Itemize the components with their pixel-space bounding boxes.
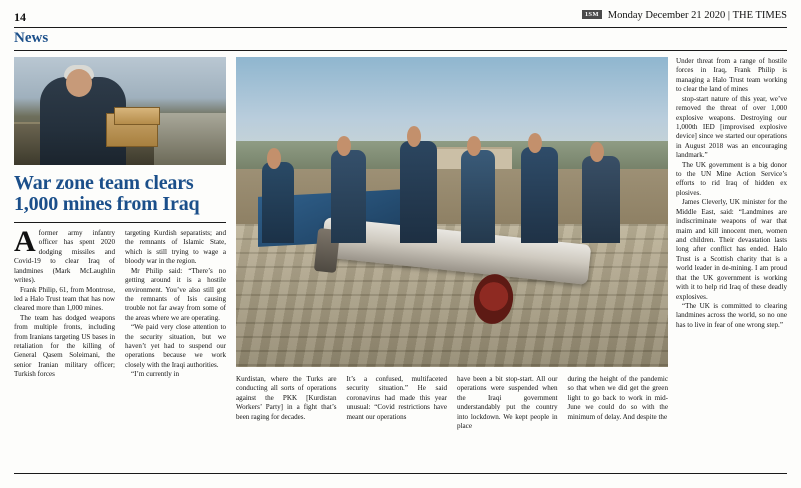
headline-line-2: 1,000 mines from Iraq	[14, 193, 200, 215]
paragraph: during the height of the pandemic so that when we did get the green light to go back to work in mid-June we could do so with the minimum of delay. And despite the	[567, 375, 668, 421]
paragraph: Mr Philip said: “There’s no getting around it is a hostile environment. You’ve also still got the remnants of Isis causing trouble not far away from some of the areas where we are operating.	[125, 266, 226, 322]
lead-body-columns	[14, 225, 226, 380]
section-title: News	[14, 30, 49, 46]
paragraph: Kurdistan, where the Turks are conducting all sorts of operations against the PKK [Kurdistan Workers’ Party] in a fight that’s been raging for decades.	[236, 375, 337, 421]
paragraph: have been a bit stop-start. All our operations were suspended when the Iraqi government understandably put the country into lockdown. We kept people in place	[457, 375, 558, 431]
footer-rule	[14, 473, 787, 474]
masthead-separator: |	[727, 10, 731, 21]
paragraph	[14, 225, 115, 286]
body-column-3	[236, 375, 337, 432]
photo-worker-figure	[521, 147, 558, 243]
paragraph: James Cleverly, UK minister for the Middle East, said: “Landmines are indiscriminate weapons of war that maim and kill innocent men, women and children. Their devastation lasts long after conflict has ended. Halo Trust is a Scottish charity that is a world leader in de-mining. I am proud that the UK government is working with it to help rid Iraq of these deadly explosives.	[676, 198, 787, 301]
paper-name: THE TIMES	[732, 10, 787, 21]
photo-worker-head	[337, 136, 351, 156]
photo-frank-philip	[14, 57, 226, 165]
paragraph: The team has dodged weapons from multiple fronts, including from Iranians targeting US bases in retaliation for the killing of General Qasem Soleimani, the senior Iranian military officer; Turkish forces	[14, 313, 115, 379]
photo-worker-figure	[331, 150, 366, 243]
headline-line-1: War zone team clears	[14, 172, 194, 194]
issue-date: Monday December 21 2020	[607, 10, 726, 21]
body-column-5	[457, 375, 558, 432]
section-rule	[14, 50, 787, 51]
body-column-7	[676, 57, 787, 330]
body-column-2	[125, 229, 226, 380]
photo-worker-figure	[582, 156, 621, 243]
date-line	[608, 10, 787, 21]
photo-worker-head	[267, 148, 281, 168]
photo-crate-secondary	[114, 107, 160, 125]
page-headline	[14, 173, 226, 215]
paragraph: “I’m currently in	[131, 370, 180, 379]
photo-worker-figure	[461, 150, 496, 243]
page-folio: 14	[14, 10, 26, 24]
center-body-columns	[236, 375, 668, 432]
photo-person-head	[66, 69, 92, 97]
masthead	[14, 10, 787, 32]
paragraph: “We paid very close attention to the security situation, but we haven’t yet had to suspend our operations because we work closely with the Iraqi authorities.	[125, 323, 226, 369]
photo-caption: Under threat from a range of hostile forces in Iraq, Frank Philip is managing a Halo Trust team working to clear the land of mines	[676, 57, 787, 94]
edition-badge: 1SM	[582, 10, 602, 19]
paragraph-text: former army infantry officer has spent 2020 dodging missiles and Covid-19 to clear Iraq of landmines (Mark McLaughlin writes).	[14, 229, 115, 285]
left-column	[14, 57, 226, 472]
paragraph: Frank Philip, 61, from Montrose, led a Halo Trust team that has now cleared more than 1,000 mines.	[14, 285, 115, 313]
photo-worker-figure	[400, 141, 437, 243]
masthead-right	[582, 10, 787, 21]
paragraph: stop-start nature of this year, we’ve removed the threat of over 1,000 explosive weapons. Destroying our 1,000th IED [improvised explosive device] since we started our operations in August 2018 was an encouraging landmark.”	[676, 94, 787, 160]
body-column-6	[568, 375, 669, 432]
photo-worker-head	[467, 136, 481, 156]
body-column-1	[14, 225, 115, 380]
body-column-4	[347, 375, 448, 432]
drop-cap: A	[14, 225, 36, 258]
masthead-rule	[14, 27, 787, 28]
paragraph: The UK government is a big donor to the UN Mine Action Service’s efforts to rid Iraq of hidden ex plosives.	[676, 160, 787, 197]
photo-demining-team	[236, 57, 668, 367]
paragraph: It’s a confused, multifaceted security situation.” He said coronavirus had made this year unusual: “Covid restrictions have meant our operations	[346, 375, 447, 421]
paragraph: targeting Kurdish separatists; and the remnants of Islamic State, which is still trying to wage a bloody war in the region.	[125, 229, 226, 266]
paragraph: “The UK is committed to clearing landmines across the world, so no one has to live in fear of one wrong step.”	[676, 301, 787, 329]
photo-worker-figure	[262, 162, 294, 243]
photo-sandbag	[154, 113, 226, 165]
right-column	[676, 57, 787, 472]
headline-rule	[14, 222, 226, 223]
center-column	[236, 57, 668, 472]
